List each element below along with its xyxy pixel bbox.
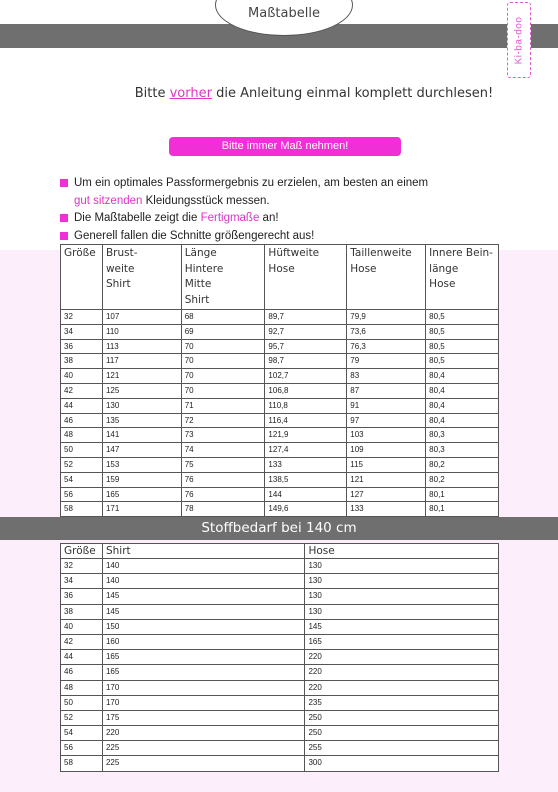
table-cell: 48 <box>61 428 103 443</box>
table-row <box>61 574 499 589</box>
table-cell: 97 <box>347 413 426 428</box>
header-hip: Hüftweite Hose <box>265 245 347 310</box>
table-cell: 83 <box>347 369 426 384</box>
table-cell: 130 <box>102 398 181 413</box>
table-cell: 52 <box>61 457 103 472</box>
table-cell: 133 <box>347 502 426 517</box>
table-cell: 38 <box>61 354 103 369</box>
table-row <box>61 428 499 443</box>
header-size: Größe <box>61 544 103 559</box>
table-cell: 95,7 <box>265 339 347 354</box>
table-cell: 36 <box>61 589 103 604</box>
table-row <box>61 457 499 472</box>
table-row <box>61 665 499 680</box>
table-cell: 147 <box>102 443 181 458</box>
table-cell: 92,7 <box>265 324 347 339</box>
table-cell: 103 <box>347 428 426 443</box>
table-cell: 250 <box>305 726 499 741</box>
bullet-square-icon <box>60 214 68 222</box>
intro-highlight: vorher <box>169 86 212 101</box>
bullet-highlight: gut sitzenden <box>74 194 143 207</box>
table-cell: 87 <box>347 383 426 398</box>
table-cell: 171 <box>102 502 181 517</box>
table-cell: 145 <box>102 589 304 604</box>
table-cell: 80,5 <box>426 324 499 339</box>
table-cell: 133 <box>265 457 347 472</box>
bullet-text: an! <box>259 212 279 224</box>
table-cell: 235 <box>305 695 499 710</box>
table-cell: 121 <box>347 472 426 487</box>
table-cell: 36 <box>61 339 103 354</box>
table-cell: 117 <box>102 354 181 369</box>
table-cell: 73 <box>181 428 265 443</box>
table-cell: 160 <box>102 634 304 649</box>
table-cell: 141 <box>102 428 181 443</box>
table-cell: 42 <box>61 634 103 649</box>
table-cell: 70 <box>181 354 265 369</box>
table-cell: 74 <box>181 443 265 458</box>
table-row <box>61 559 499 574</box>
fabric-table <box>60 543 499 772</box>
table-cell: 40 <box>61 619 103 634</box>
table-cell: 78 <box>181 502 265 517</box>
table-row <box>61 472 499 487</box>
table-row <box>61 487 499 502</box>
table-cell: 110,8 <box>265 398 347 413</box>
table-cell: 140 <box>102 574 304 589</box>
table-cell: 80,5 <box>426 354 499 369</box>
table-cell: 130 <box>305 604 499 619</box>
table-row <box>61 383 499 398</box>
brand-logo-text: Ki-ba-doo <box>513 16 525 64</box>
table-cell: 54 <box>61 726 103 741</box>
table-cell: 76 <box>181 472 265 487</box>
table-cell: 130 <box>305 574 499 589</box>
table-cell: 165 <box>102 487 181 502</box>
fabric-section-title: Stoffbedarf bei 140 cm <box>0 517 558 540</box>
table-cell: 80,5 <box>426 339 499 354</box>
bullet-square-icon <box>60 232 68 240</box>
table-cell: 44 <box>61 398 103 413</box>
table-cell: 135 <box>102 413 181 428</box>
table-cell: 80,4 <box>426 369 499 384</box>
table-cell: 110 <box>102 324 181 339</box>
table-cell: 58 <box>61 502 103 517</box>
table-cell: 80,1 <box>426 502 499 517</box>
table-cell: 170 <box>102 695 304 710</box>
bullet-item <box>60 175 530 193</box>
table-cell: 225 <box>102 756 304 771</box>
table-row <box>61 756 499 771</box>
table-row <box>61 398 499 413</box>
table-cell: 73,6 <box>347 324 426 339</box>
bullet-text: Generell fallen die Schnitte größengerecht aus! <box>74 229 315 242</box>
table-cell: 80,2 <box>426 457 499 472</box>
table-row <box>61 589 499 604</box>
table-cell: 56 <box>61 487 103 502</box>
bullet-square-icon <box>60 179 68 187</box>
table-cell: 159 <box>102 472 181 487</box>
table-cell: 225 <box>102 741 304 756</box>
bullet-item <box>60 228 530 246</box>
table-cell: 91 <box>347 398 426 413</box>
table-cell: 50 <box>61 443 103 458</box>
table-row <box>61 680 499 695</box>
table-cell: 130 <box>305 559 499 574</box>
header-size: Größe <box>61 245 103 310</box>
table-cell: 109 <box>347 443 426 458</box>
table-cell: 220 <box>305 665 499 680</box>
bullet-text: Kleidungsstück messen. <box>142 194 270 207</box>
table-row <box>61 710 499 725</box>
table-row <box>61 695 499 710</box>
table-cell: 80,3 <box>426 443 499 458</box>
table-cell: 72 <box>181 413 265 428</box>
table-cell: 54 <box>61 472 103 487</box>
header-length: Länge Hintere Mitte Shirt <box>181 245 265 310</box>
table-cell: 46 <box>61 413 103 428</box>
table-cell: 140 <box>102 559 304 574</box>
table-row <box>61 619 499 634</box>
table-cell: 80,3 <box>426 428 499 443</box>
table-cell: 102,7 <box>265 369 347 384</box>
table-cell: 153 <box>102 457 181 472</box>
table-cell: 70 <box>181 339 265 354</box>
table-row <box>61 413 499 428</box>
table-cell: 106,8 <box>265 383 347 398</box>
table-cell: 255 <box>305 741 499 756</box>
table-cell: 70 <box>181 383 265 398</box>
table-cell: 80,4 <box>426 413 499 428</box>
table-cell: 48 <box>61 680 103 695</box>
table-cell: 170 <box>102 680 304 695</box>
table-cell: 80,1 <box>426 487 499 502</box>
table-row <box>61 354 499 369</box>
table-cell: 71 <box>181 398 265 413</box>
table-cell: 52 <box>61 710 103 725</box>
table-cell: 138,5 <box>265 472 347 487</box>
header-inseam: Innere Bein- länge Hose <box>426 245 499 310</box>
intro-before: Bitte <box>134 86 170 101</box>
table-cell: 130 <box>305 589 499 604</box>
table-cell: 165 <box>305 634 499 649</box>
table-cell: 116,4 <box>265 413 347 428</box>
size-table <box>60 244 499 517</box>
table-cell: 149,6 <box>265 502 347 517</box>
table-cell: 34 <box>61 574 103 589</box>
table-row <box>61 604 499 619</box>
table-cell: 70 <box>181 369 265 384</box>
table-cell: 144 <box>265 487 347 502</box>
header-pants: Hose <box>305 544 499 559</box>
table-cell: 220 <box>305 680 499 695</box>
bullet-continuation <box>60 193 530 211</box>
table-cell: 56 <box>61 741 103 756</box>
table-cell: 80,4 <box>426 383 499 398</box>
table-cell: 150 <box>102 619 304 634</box>
table-row <box>61 634 499 649</box>
bullet-text: Um ein optimales Passformergebnis zu erzielen, am besten an einem <box>74 177 429 189</box>
table-cell: 165 <box>102 650 304 665</box>
table-cell: 250 <box>305 710 499 725</box>
table-cell: 220 <box>102 726 304 741</box>
table-cell: 79,9 <box>347 310 426 325</box>
table-cell: 79 <box>347 354 426 369</box>
table-cell: 32 <box>61 559 103 574</box>
page-title: Maßtabelle <box>248 6 320 21</box>
table-cell: 80,5 <box>426 310 499 325</box>
table-cell: 121 <box>102 369 181 384</box>
table-cell: 50 <box>61 695 103 710</box>
table-cell: 76,3 <box>347 339 426 354</box>
table-cell: 42 <box>61 383 103 398</box>
intro-after: die Anleitung einmal komplett durchlesen! <box>211 86 494 101</box>
table-cell: 127 <box>347 487 426 502</box>
bullet-text: Die Maßtabelle zeigt die <box>74 212 201 224</box>
table-cell: 220 <box>305 650 499 665</box>
table-row <box>61 502 499 517</box>
table-cell: 32 <box>61 310 103 325</box>
table-cell: 89,7 <box>265 310 347 325</box>
table-row <box>61 324 499 339</box>
table-row <box>61 741 499 756</box>
table-cell: 175 <box>102 710 304 725</box>
table-cell: 75 <box>181 457 265 472</box>
table-row <box>61 443 499 458</box>
table-row <box>61 369 499 384</box>
header-waist: Taillenweite Hose <box>347 245 426 310</box>
bullet-highlight: Fertigmaße <box>200 212 260 224</box>
table-row <box>61 726 499 741</box>
intro-text <box>0 86 558 101</box>
size-table-header <box>61 245 499 310</box>
brand-logo <box>507 2 531 78</box>
table-cell: 125 <box>102 383 181 398</box>
table-cell: 80,4 <box>426 398 499 413</box>
bullet-item <box>60 210 530 228</box>
table-cell: 44 <box>61 650 103 665</box>
table-cell: 145 <box>102 604 304 619</box>
header-shirt: Shirt <box>102 544 304 559</box>
header-chest: Brust- weite Shirt <box>102 245 181 310</box>
bullet-list <box>60 175 530 245</box>
table-cell: 145 <box>305 619 499 634</box>
table-cell: 165 <box>102 665 304 680</box>
table-cell: 113 <box>102 339 181 354</box>
table-cell: 98,7 <box>265 354 347 369</box>
table-cell: 107 <box>102 310 181 325</box>
table-cell: 80,2 <box>426 472 499 487</box>
table-cell: 58 <box>61 756 103 771</box>
table-cell: 68 <box>181 310 265 325</box>
table-cell: 76 <box>181 487 265 502</box>
table-cell: 121,9 <box>265 428 347 443</box>
table-cell: 34 <box>61 324 103 339</box>
table-cell: 38 <box>61 604 103 619</box>
table-cell: 300 <box>305 756 499 771</box>
table-row <box>61 339 499 354</box>
table-row <box>61 650 499 665</box>
table-cell: 115 <box>347 457 426 472</box>
table-row <box>61 310 499 325</box>
measure-banner: Bitte immer Maß nehmen! <box>169 137 401 156</box>
table-cell: 46 <box>61 665 103 680</box>
table-cell: 40 <box>61 369 103 384</box>
fabric-table-header <box>61 544 499 559</box>
table-cell: 69 <box>181 324 265 339</box>
table-cell: 127,4 <box>265 443 347 458</box>
